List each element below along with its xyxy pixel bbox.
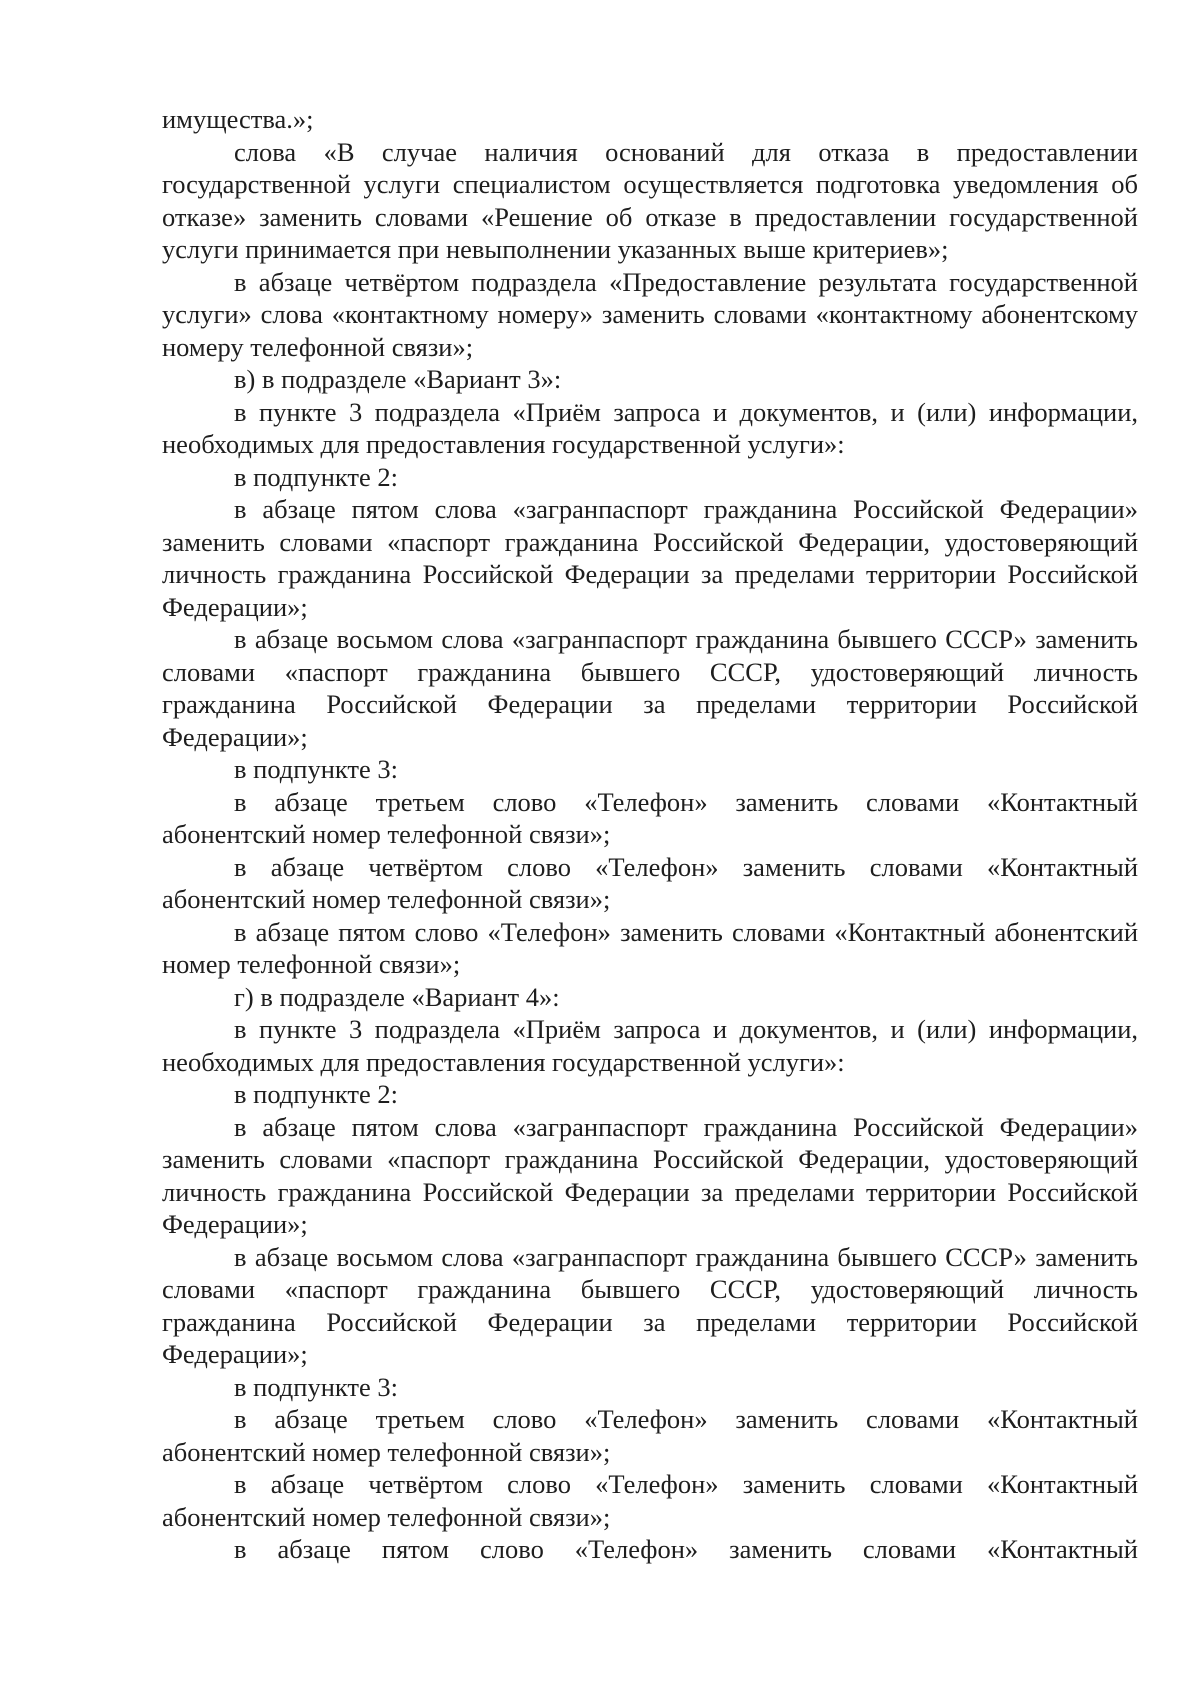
document-paragraph: г) в подразделе «Вариант 4»:: [234, 981, 560, 1012]
document-paragraph: в подпункте 2:: [234, 461, 399, 492]
document-paragraph: в абзаце третьем слово «Телефон» заменить словами «Контактный абонентский номер телефонной связи»;: [162, 786, 1138, 849]
document-paragraph: в абзаце пятом слова «загранпаспорт гражданина Российской Федерации» заменить словами «паспорт гражданина Российской Федерации, удостоверяющий личность гражданина Российской Федерации за пределами территории Российской Федерации»;: [162, 494, 1138, 622]
document-paragraph: в подпункте 3:: [234, 1371, 399, 1402]
document-paragraph: в абзаце пятом слово «Телефон» заменить словами «Контактный: [234, 1534, 1138, 1564]
document-paragraph: в абзаце пятом слово «Телефон» заменить словами «Контактный абонентский номер телефонной связи»;: [162, 916, 1138, 979]
document-body: [162, 103, 1138, 1566]
document-paragraph: в абзаце четвёртом подраздела «Предоставление результата государственной услуги» слова «контактному номеру» заменить словами «контактному абонентскому номеру телефонной связи»;: [162, 266, 1138, 362]
document-paragraph: в) в подразделе «Вариант 3»:: [234, 364, 562, 394]
document-paragraph: в абзаце восьмом слова «загранпаспорт гражданина бывшего СССР» заменить словами «паспорт гражданина бывшего СССР, удостоверяющий личность гражданина Российской Федерации за пределами территории Российской Федерации»;: [162, 624, 1138, 752]
document-paragraph: в абзаце третьем слово «Телефон» заменить словами «Контактный абонентский номер телефонной связи»;: [162, 1404, 1138, 1467]
document-paragraph: в пункте 3 подраздела «Приём запроса и документов, и (или) информации, необходимых для предоставления государственной услуги»:: [162, 396, 1138, 459]
document-paragraph: в подпункте 2:: [234, 1079, 399, 1109]
document-paragraph: в абзаце четвёртом слово «Телефон» заменить словами «Контактный абонентский номер телефонной связи»;: [162, 851, 1138, 914]
document-paragraph: в абзаце пятом слова «загранпаспорт гражданина Российской Федерации» заменить словами «паспорт гражданина Российской Федерации, удостоверяющий личность гражданина Российской Федерации за пределами территории Российской Федерации»;: [162, 1111, 1138, 1239]
document-paragraph: в подпункте 3:: [234, 754, 399, 784]
document-paragraph: в абзаце восьмом слова «загранпаспорт гражданина бывшего СССР» заменить словами «паспорт гражданина бывшего СССР, удостоверяющий личность гражданина Российской Федерации за пределами территории Российской Федерации»;: [162, 1241, 1138, 1369]
document-paragraph: в пункте 3 подраздела «Приём запроса и документов, и (или) информации, необходимых для предоставления государственной услуги»:: [162, 1014, 1138, 1077]
document-paragraph: в абзаце четвёртом слово «Телефон» заменить словами «Контактный абонентский номер телефонной связи»;: [162, 1469, 1138, 1532]
document-paragraph: имущества.»;: [162, 104, 314, 134]
document-paragraph: слова «В случае наличия оснований для отказа в предоставлении государственной услуги специалистом осуществляется подготовка уведомления об отказе» заменить словами «Решение об отказе в предоставлении государственной услуги принимается при невыполнении указанных выше критериев»;: [162, 136, 1138, 264]
